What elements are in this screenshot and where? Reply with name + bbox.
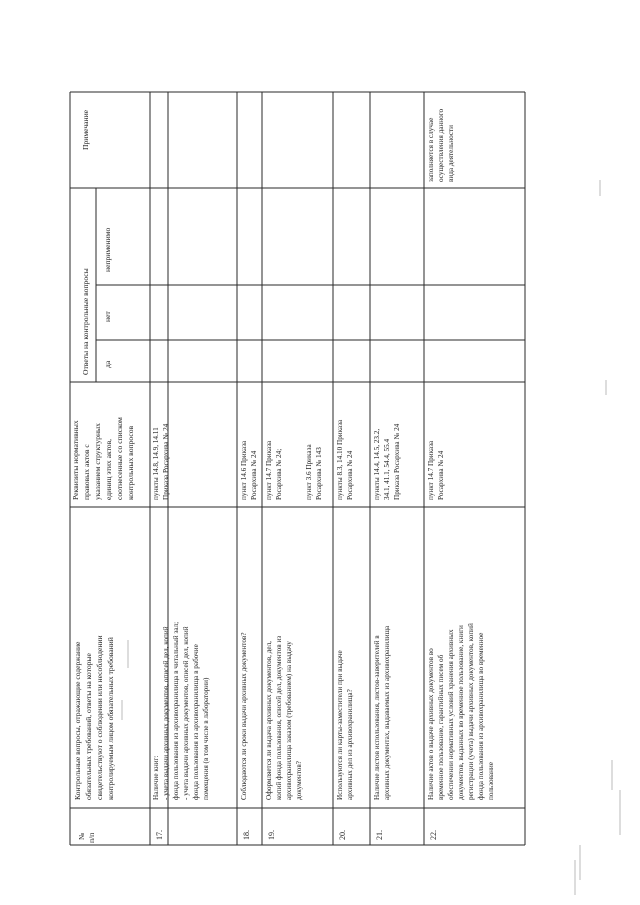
- row-num: 21.: [375, 830, 384, 840]
- svg-text:Оформляется ли выдача архивных: Оформляется ли выдача архивных документов, дел,: [265, 641, 273, 800]
- header-no: нет: [103, 311, 112, 322]
- svg-text:пользование: пользование: [487, 762, 495, 800]
- svg-text:заполняется в случае: заполняется в случае: [427, 117, 435, 182]
- svg-text:пункт 14.7 Приказа: пункт 14.7 Приказа: [427, 440, 435, 500]
- svg-text:соотнесенные со списком: соотнесенные со списком: [115, 417, 124, 500]
- table-row: [240, 440, 258, 840]
- svg-text:вида деятельности: вида деятельности: [447, 124, 455, 182]
- header-question: [73, 635, 115, 800]
- row-requisites: [336, 419, 354, 500]
- svg-text:пункты 14.4, 14.5, 23.2,: пункты 14.4, 14.5, 23.2,: [373, 428, 381, 500]
- svg-text:правовых актов с: правовых актов с: [82, 444, 91, 500]
- row-question: [373, 625, 391, 800]
- svg-text:34.1, 41.1, 54.4, 55.4: 34.1, 41.1, 54.4, 55.4: [383, 438, 391, 500]
- svg-text:временное пользование, гаранти: временное пользование, гарантийных писем об: [437, 654, 445, 800]
- svg-text:указанием структурных: указанием структурных: [93, 423, 102, 500]
- row-requisites: [152, 423, 170, 500]
- svg-text:Наличие книг:: Наличие книг:: [152, 755, 160, 800]
- table-header: [71, 109, 135, 843]
- svg-text:архивохранилища заказом (требо: архивохранилища заказом (требованием) на выдачу: [285, 641, 293, 800]
- svg-text:Наличие листов использования,: Наличие листов использования, листов-заверителей в: [373, 635, 381, 800]
- svg-text:обеспечении нормативных услови: обеспечении нормативных условий хранения архивных: [447, 629, 455, 800]
- svg-text:Наличие актов о выдаче архивны: Наличие актов о выдаче архивных документов во: [427, 648, 435, 800]
- svg-text:Используются ли карты-заместит: Используются ли карты-заместители при выдаче: [336, 650, 344, 800]
- svg-text:пункты 8.3, 14.10 Приказа: пункты 8.3, 14.10 Приказа: [336, 419, 344, 500]
- row-question: [336, 650, 354, 800]
- row-num: 22.: [429, 830, 438, 840]
- svg-text:архивных дел из архивохранилищ: архивных дел из архивохранилища?: [346, 689, 354, 800]
- row-requisites: [265, 440, 323, 500]
- header-answers: Ответы на контрольные вопросы: [81, 268, 90, 375]
- svg-text:Росархива № 143: Росархива № 143: [315, 447, 323, 500]
- svg-text:Росархива № 24: Росархива № 24: [346, 450, 354, 500]
- svg-text:пункты 14.8, 14.9, 14.11: пункты 14.8, 14.9, 14.11: [152, 427, 160, 500]
- table-row: [265, 440, 323, 840]
- svg-text:контролируемым лицом обязатель: контролируемым лицом обязательных требований: [106, 637, 115, 800]
- svg-text:обязательных требований, ответ: обязательных требований, ответы на которые: [84, 653, 93, 800]
- svg-text:контрольных вопросов: контрольных вопросов: [126, 425, 135, 500]
- row-num: 18.: [242, 830, 251, 840]
- table-row: [427, 109, 495, 840]
- svg-text:копий фонда пользования, описе: копий фонда пользования, описей дел, документов из: [275, 635, 283, 800]
- svg-text:фонда пользования из архивохра: фонда пользования из архивохранилища в читальный зал;: [172, 621, 180, 800]
- svg-text:Росархива № 24: Росархива № 24: [437, 450, 445, 500]
- row-note: [427, 109, 455, 182]
- svg-text:- учета выдачи архивных докуме: - учета выдачи архивных документов, описей дел, копий: [162, 626, 170, 800]
- svg-text:архивных документах, выдаваемы: архивных документах, выдаваемых из архивохранилища: [383, 625, 391, 800]
- svg-text:Росархива № 24: Росархива № 24: [250, 450, 258, 500]
- svg-text:Реквизиты нормативных: Реквизиты нормативных: [71, 420, 80, 500]
- header-num: №: [77, 832, 86, 840]
- svg-text:пункт 14.6 Приказа: пункт 14.6 Приказа: [240, 440, 248, 500]
- svg-text:свидетельствуют о соблюдении и: свидетельствуют о соблюдении или несоблюдении: [95, 635, 104, 800]
- svg-text:регистрации (учета) выдачи арх: регистрации (учета) выдачи архивных документов, копий: [467, 623, 475, 800]
- svg-text:помещения (в том числе в лабор: помещения (в том числе в лаборатории): [202, 677, 210, 800]
- row-question: [152, 622, 210, 800]
- svg-text:пункт 14.7 Приказа: пункт 14.7 Приказа: [265, 440, 273, 500]
- row-num: 19.: [267, 830, 276, 840]
- header-na: неприменимо: [103, 227, 112, 272]
- svg-text:документов, выданных во времен: документов, выданных во временное пользование, книги: [457, 625, 465, 800]
- svg-text:пункт 3.6 Приказа: пункт 3.6 Приказа: [305, 444, 313, 500]
- row-num: 20.: [338, 830, 347, 840]
- svg-text:фонда пользования из архивохра: фонда пользования из архивохранилища во временное: [477, 632, 485, 800]
- svg-text:Приказа Росархива № 24: Приказа Росархива № 24: [162, 423, 170, 500]
- row-question: [240, 632, 248, 800]
- row-question: [427, 623, 495, 800]
- row-requisites: [427, 440, 445, 500]
- header-num-sub: п/п: [87, 832, 96, 843]
- row-num: 17.: [155, 830, 164, 840]
- svg-text:единиц этих актов,: единиц этих актов,: [104, 438, 113, 500]
- header-yes: да: [103, 360, 112, 368]
- svg-text:Приказа Росархива № 24: Приказа Росархива № 24: [393, 423, 401, 500]
- row-question: [265, 636, 303, 800]
- svg-text:Росархива № 24;: Росархива № 24;: [275, 448, 283, 500]
- table-row: [152, 423, 210, 840]
- row-requisites: [373, 423, 401, 500]
- table-row: [336, 419, 354, 840]
- header-requisites: [71, 417, 135, 500]
- svg-text:документов?: документов?: [295, 761, 303, 800]
- svg-text:- учета выдачи архивных докуме: - учета выдачи архивных документов, описей дел, копий: [182, 626, 190, 800]
- svg-text:Соблюдаются ли сроки выдачи ар: Соблюдаются ли сроки выдачи архивных документов?: [240, 632, 248, 800]
- svg-text:осуществления данного: осуществления данного: [437, 108, 445, 182]
- svg-text:Контрольные вопросы, отражающи: Контрольные вопросы, отражающие содержание: [73, 641, 82, 800]
- table-row: [373, 423, 401, 840]
- row-requisites: [240, 440, 258, 500]
- svg-text:фонда пользования из архивохра: фонда пользования из архивохранилища в рабочие: [192, 644, 200, 800]
- header-note: Примечание: [81, 109, 90, 150]
